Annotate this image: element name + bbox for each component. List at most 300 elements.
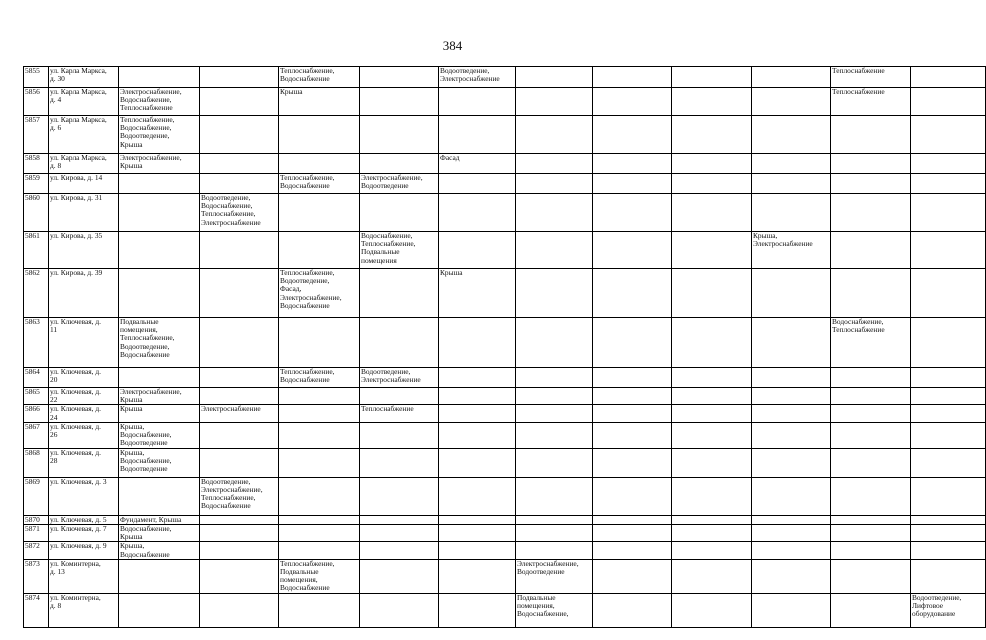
work-cell <box>831 88 911 116</box>
work-cell <box>831 542 911 559</box>
work-cell <box>672 116 752 154</box>
work-cell <box>200 194 279 232</box>
work-cell <box>672 174 752 194</box>
work-cell <box>279 525 360 542</box>
work-text: Теплоснабжение, Водоотведение, Фасад, Электроснабжение, Водоснабжение <box>280 268 342 310</box>
work-cell <box>672 368 752 388</box>
work-cell <box>360 515 439 524</box>
work-cell <box>911 477 986 515</box>
work-cell <box>593 116 672 154</box>
work-cell <box>360 88 439 116</box>
work-cell <box>593 388 672 405</box>
work-cell <box>200 232 279 269</box>
work-cell <box>200 593 279 627</box>
work-cell <box>439 116 516 154</box>
address-text: ул. Карла Маркса, д. 30 <box>50 66 107 84</box>
work-cell <box>360 448 439 477</box>
work-cell <box>593 542 672 559</box>
work-cell <box>119 318 200 368</box>
work-cell <box>200 318 279 368</box>
work-cell <box>831 194 911 232</box>
work-cell <box>119 269 200 318</box>
work-cell <box>831 405 911 422</box>
work-cell <box>516 525 593 542</box>
address-text: ул. Карла Маркса, д. 4 <box>50 87 107 105</box>
row-number: 5855 <box>24 67 49 88</box>
work-cell <box>439 368 516 388</box>
row-number: 5867 <box>24 422 49 448</box>
table-row <box>24 116 986 154</box>
address-cell <box>49 194 119 232</box>
table-row <box>24 593 986 627</box>
work-cell <box>672 88 752 116</box>
table-row <box>24 388 986 405</box>
work-cell <box>593 194 672 232</box>
work-cell <box>279 559 360 593</box>
work-cell <box>672 593 752 627</box>
row-number: 5859 <box>24 174 49 194</box>
address-cell <box>49 477 119 515</box>
work-cell <box>911 559 986 593</box>
work-text: Теплоснабжение, Водоснабжение, Водоотведение, Крыша <box>120 115 175 149</box>
work-cell <box>439 388 516 405</box>
row-number: 5873 <box>24 559 49 593</box>
address-text: ул. Ключевая, д. 24 <box>50 404 101 422</box>
work-cell <box>119 559 200 593</box>
address-text: ул. Ключевая, д. 3 <box>50 476 107 486</box>
work-cell <box>439 194 516 232</box>
work-cell <box>360 368 439 388</box>
address-cell <box>49 88 119 116</box>
work-cell <box>752 174 831 194</box>
row-number: 5856 <box>24 88 49 116</box>
work-cell <box>119 194 200 232</box>
work-text: Электроснабжение, Крыша <box>120 153 182 171</box>
work-cell <box>831 525 911 542</box>
page-number: 384 <box>442 38 463 53</box>
address-text: ул. Кирова, д. 39 <box>50 268 103 277</box>
work-text: Подвальные помещения, Водоснабжение, <box>517 592 569 619</box>
work-cell <box>516 88 593 116</box>
table-row <box>24 477 986 515</box>
work-cell <box>439 174 516 194</box>
work-cell <box>360 116 439 154</box>
work-cell <box>439 154 516 174</box>
work-cell <box>911 525 986 542</box>
address-cell <box>49 116 119 154</box>
address-text: ул. Ключевая, д. 28 <box>50 447 101 466</box>
work-cell <box>360 232 439 269</box>
address-cell <box>49 405 119 422</box>
work-cell <box>119 154 200 174</box>
work-cell <box>516 67 593 88</box>
work-cell <box>752 477 831 515</box>
work-cell <box>593 154 672 174</box>
work-cell <box>752 405 831 422</box>
work-cell <box>279 194 360 232</box>
work-cell <box>516 174 593 194</box>
address-text: ул. Коминтерна, д. 13 <box>50 558 101 577</box>
work-cell <box>516 116 593 154</box>
work-cell <box>516 515 593 524</box>
row-number: 5862 <box>24 269 49 318</box>
work-cell <box>672 515 752 524</box>
work-cell <box>911 593 986 627</box>
address-text: ул. Ключевая, д. 22 <box>50 387 101 405</box>
work-cell <box>360 405 439 422</box>
work-text: Крыша, Водоснабжение, Водоотведение <box>120 421 172 448</box>
work-cell <box>200 116 279 154</box>
work-cell <box>360 525 439 542</box>
work-cell <box>439 67 516 88</box>
work-cell <box>752 593 831 627</box>
work-cell <box>672 154 752 174</box>
address-cell <box>49 318 119 368</box>
address-text: ул. Ключевая, д. 26 <box>50 421 101 440</box>
work-text: Водоотведение, Электроснабжение <box>440 66 500 84</box>
work-cell <box>672 422 752 448</box>
work-cell <box>279 232 360 269</box>
work-cell <box>360 593 439 627</box>
work-cell <box>360 559 439 593</box>
work-text: Крыша, Водоснабжение <box>120 541 170 559</box>
work-text: Водоотведение, Электроснабжение, Теплоснабжение, Водоснабжение <box>201 476 263 511</box>
work-cell <box>279 388 360 405</box>
table-row <box>24 154 986 174</box>
work-cell <box>119 232 200 269</box>
work-cell <box>672 269 752 318</box>
work-cell <box>200 422 279 448</box>
work-text: Фундамент, Крыша <box>120 514 182 524</box>
work-cell <box>439 477 516 515</box>
work-cell <box>439 232 516 269</box>
row-number: 5861 <box>24 232 49 269</box>
work-cell <box>831 174 911 194</box>
work-cell <box>360 194 439 232</box>
work-cell <box>831 593 911 627</box>
work-cell <box>439 525 516 542</box>
work-cell <box>200 542 279 559</box>
work-cell <box>360 542 439 559</box>
work-cell <box>119 116 200 154</box>
work-cell <box>439 318 516 368</box>
work-cell <box>200 525 279 542</box>
address-cell <box>49 174 119 194</box>
work-cell <box>831 515 911 524</box>
work-cell <box>200 388 279 405</box>
work-cell <box>831 269 911 318</box>
work-cell <box>516 154 593 174</box>
work-cell <box>200 67 279 88</box>
address-cell <box>49 232 119 269</box>
work-cell <box>279 542 360 559</box>
work-cell <box>831 559 911 593</box>
work-text: Фасад <box>440 153 460 162</box>
work-cell <box>119 67 200 88</box>
work-cell <box>516 559 593 593</box>
work-text: Крыша <box>440 268 463 277</box>
work-cell <box>279 515 360 524</box>
work-cell <box>360 477 439 515</box>
work-cell <box>752 448 831 477</box>
work-cell <box>593 525 672 542</box>
work-text: Электроснабжение, Водоотведение <box>517 558 579 577</box>
work-text: Крыша <box>280 87 303 96</box>
work-cell <box>119 448 200 477</box>
work-cell <box>911 405 986 422</box>
row-number: 5865 <box>24 388 49 405</box>
work-text: Электроснабжение, Водоснабжение, Теплоснабжение <box>120 87 182 113</box>
work-cell <box>831 318 911 368</box>
work-cell <box>516 269 593 318</box>
work-cell <box>672 318 752 368</box>
row-number: 5870 <box>24 515 49 524</box>
work-cell <box>200 559 279 593</box>
work-cell <box>200 515 279 524</box>
work-cell <box>911 194 986 232</box>
work-cell <box>516 593 593 627</box>
work-text: Теплоснабжение, Подвальные помещения, Водоснабжение <box>280 558 335 593</box>
work-cell <box>672 405 752 422</box>
work-cell <box>279 154 360 174</box>
table-row <box>24 318 986 368</box>
work-cell <box>831 477 911 515</box>
address-cell <box>49 154 119 174</box>
work-cell <box>119 388 200 405</box>
work-cell <box>439 593 516 627</box>
table-row <box>24 525 986 542</box>
address-text: ул. Кирова, д. 35 <box>50 231 103 240</box>
work-cell <box>831 422 911 448</box>
work-cell <box>593 477 672 515</box>
work-cell <box>200 405 279 422</box>
work-text: Теплоснабжение <box>361 404 414 414</box>
work-cell <box>752 515 831 524</box>
work-cell <box>360 269 439 318</box>
work-cell <box>439 405 516 422</box>
work-cell <box>119 542 200 559</box>
row-number: 5857 <box>24 116 49 154</box>
work-cell <box>831 116 911 154</box>
work-cell <box>593 515 672 524</box>
work-text: Теплоснабжение, Водоснабжение <box>280 367 335 385</box>
work-text: Водоснабжение, Теплоснабжение <box>832 317 885 335</box>
work-text: Теплоснабжение <box>832 66 885 75</box>
address-cell <box>49 67 119 88</box>
work-cell <box>911 154 986 174</box>
work-cell <box>593 174 672 194</box>
address-cell <box>49 388 119 405</box>
work-cell <box>672 232 752 269</box>
work-cell <box>516 448 593 477</box>
address-text: ул. Кирова, д. 14 <box>50 173 103 182</box>
work-cell <box>593 422 672 448</box>
address-text: ул. Карла Маркса, д. 8 <box>50 153 107 171</box>
work-cell <box>593 269 672 318</box>
work-cell <box>911 422 986 448</box>
address-cell <box>49 559 119 593</box>
work-cell <box>279 448 360 477</box>
work-cell <box>593 448 672 477</box>
work-text: Водоотведение, Водоснабжение, Теплоснабжение, Электроснабжение <box>201 193 261 227</box>
work-cell <box>911 318 986 368</box>
work-text: Теплоснабжение, Водоснабжение <box>280 66 335 84</box>
table-row <box>24 232 986 269</box>
address-cell <box>49 525 119 542</box>
work-cell <box>360 67 439 88</box>
work-cell <box>279 269 360 318</box>
work-cell <box>279 593 360 627</box>
work-cell <box>516 194 593 232</box>
row-number: 5860 <box>24 194 49 232</box>
address-text: ул. Ключевая, д. 7 <box>50 524 107 534</box>
work-cell <box>516 477 593 515</box>
work-cell <box>279 116 360 154</box>
work-cell <box>360 174 439 194</box>
work-cell <box>119 368 200 388</box>
work-cell <box>911 116 986 154</box>
work-cell <box>831 154 911 174</box>
row-number: 5868 <box>24 448 49 477</box>
work-cell <box>119 174 200 194</box>
address-cell <box>49 448 119 477</box>
work-cell <box>911 88 986 116</box>
work-cell <box>119 525 200 542</box>
work-cell <box>752 542 831 559</box>
table-row <box>24 542 986 559</box>
work-cell <box>752 269 831 318</box>
table-row <box>24 448 986 477</box>
work-cell <box>439 559 516 593</box>
work-cell <box>672 559 752 593</box>
work-cell <box>911 448 986 477</box>
work-cell <box>672 67 752 88</box>
work-cell <box>672 448 752 477</box>
table-row <box>24 559 986 593</box>
work-text: Водоснабжение, Крыша <box>120 524 172 542</box>
work-cell <box>200 448 279 477</box>
table-row <box>24 174 986 194</box>
table-row <box>24 194 986 232</box>
work-cell <box>752 559 831 593</box>
work-cell <box>119 593 200 627</box>
address-text: ул. Ключевая, д. 9 <box>50 541 107 551</box>
work-text: Теплоснабжение, Водоснабжение <box>280 173 335 191</box>
work-cell <box>279 405 360 422</box>
work-cell <box>752 368 831 388</box>
address-cell <box>49 593 119 627</box>
work-cell <box>831 67 911 88</box>
table-row <box>24 88 986 116</box>
work-text: Крыша, Водоснабжение, Водоотведение <box>120 447 172 474</box>
work-cell <box>279 174 360 194</box>
address-cell <box>49 542 119 559</box>
work-cell <box>593 593 672 627</box>
work-cell <box>593 88 672 116</box>
work-cell <box>911 67 986 88</box>
work-cell <box>119 405 200 422</box>
work-cell <box>831 448 911 477</box>
work-cell <box>911 269 986 318</box>
work-cell <box>360 318 439 368</box>
table-row <box>24 405 986 422</box>
work-cell <box>516 405 593 422</box>
table-row <box>24 422 986 448</box>
table-row <box>24 67 986 88</box>
table-row <box>24 269 986 318</box>
work-cell <box>200 368 279 388</box>
work-text: Крыша, Электроснабжение <box>753 231 813 249</box>
work-cell <box>911 515 986 524</box>
work-cell <box>752 88 831 116</box>
work-text: Крыша <box>120 404 143 414</box>
work-cell <box>593 67 672 88</box>
work-cell <box>911 388 986 405</box>
work-cell <box>360 388 439 405</box>
address-text: ул. Коминтерна, д. 8 <box>50 592 101 611</box>
work-cell <box>752 388 831 405</box>
work-cell <box>439 515 516 524</box>
address-text: ул. Ключевая, д. 20 <box>50 367 101 385</box>
row-number: 5874 <box>24 593 49 627</box>
work-text: Электроснабжение, Водоотведение <box>361 173 423 191</box>
address-cell <box>49 269 119 318</box>
work-cell <box>200 154 279 174</box>
work-cell <box>752 525 831 542</box>
address-cell <box>49 422 119 448</box>
work-cell <box>279 67 360 88</box>
work-cell <box>119 88 200 116</box>
work-text: Подвальные помещения, Теплоснабжение, Водоотведение, Водоснабжение <box>120 317 175 359</box>
work-cell <box>593 368 672 388</box>
work-cell <box>911 232 986 269</box>
work-text: Водоотведение, Лифтовое оборудование <box>912 592 962 619</box>
row-number: 5866 <box>24 405 49 422</box>
work-cell <box>752 232 831 269</box>
work-cell <box>439 269 516 318</box>
work-cell <box>200 269 279 318</box>
work-cell <box>752 116 831 154</box>
work-cell <box>672 194 752 232</box>
work-cell <box>516 368 593 388</box>
work-cell <box>752 194 831 232</box>
work-cell <box>593 405 672 422</box>
work-cell <box>279 422 360 448</box>
work-cell <box>200 174 279 194</box>
work-cell <box>831 368 911 388</box>
row-number: 5869 <box>24 477 49 515</box>
table-row <box>24 368 986 388</box>
work-cell <box>200 477 279 515</box>
work-cell <box>439 542 516 559</box>
work-cell <box>360 154 439 174</box>
work-cell <box>911 368 986 388</box>
work-cell <box>752 67 831 88</box>
work-cell <box>752 154 831 174</box>
row-number: 5858 <box>24 154 49 174</box>
address-cell <box>49 368 119 388</box>
work-cell <box>911 174 986 194</box>
work-cell <box>593 232 672 269</box>
work-cell <box>439 448 516 477</box>
work-cell <box>593 559 672 593</box>
work-cell <box>516 318 593 368</box>
work-cell <box>200 88 279 116</box>
work-cell <box>439 88 516 116</box>
work-text: Теплоснабжение <box>832 87 885 96</box>
work-cell <box>119 477 200 515</box>
work-cell <box>279 368 360 388</box>
